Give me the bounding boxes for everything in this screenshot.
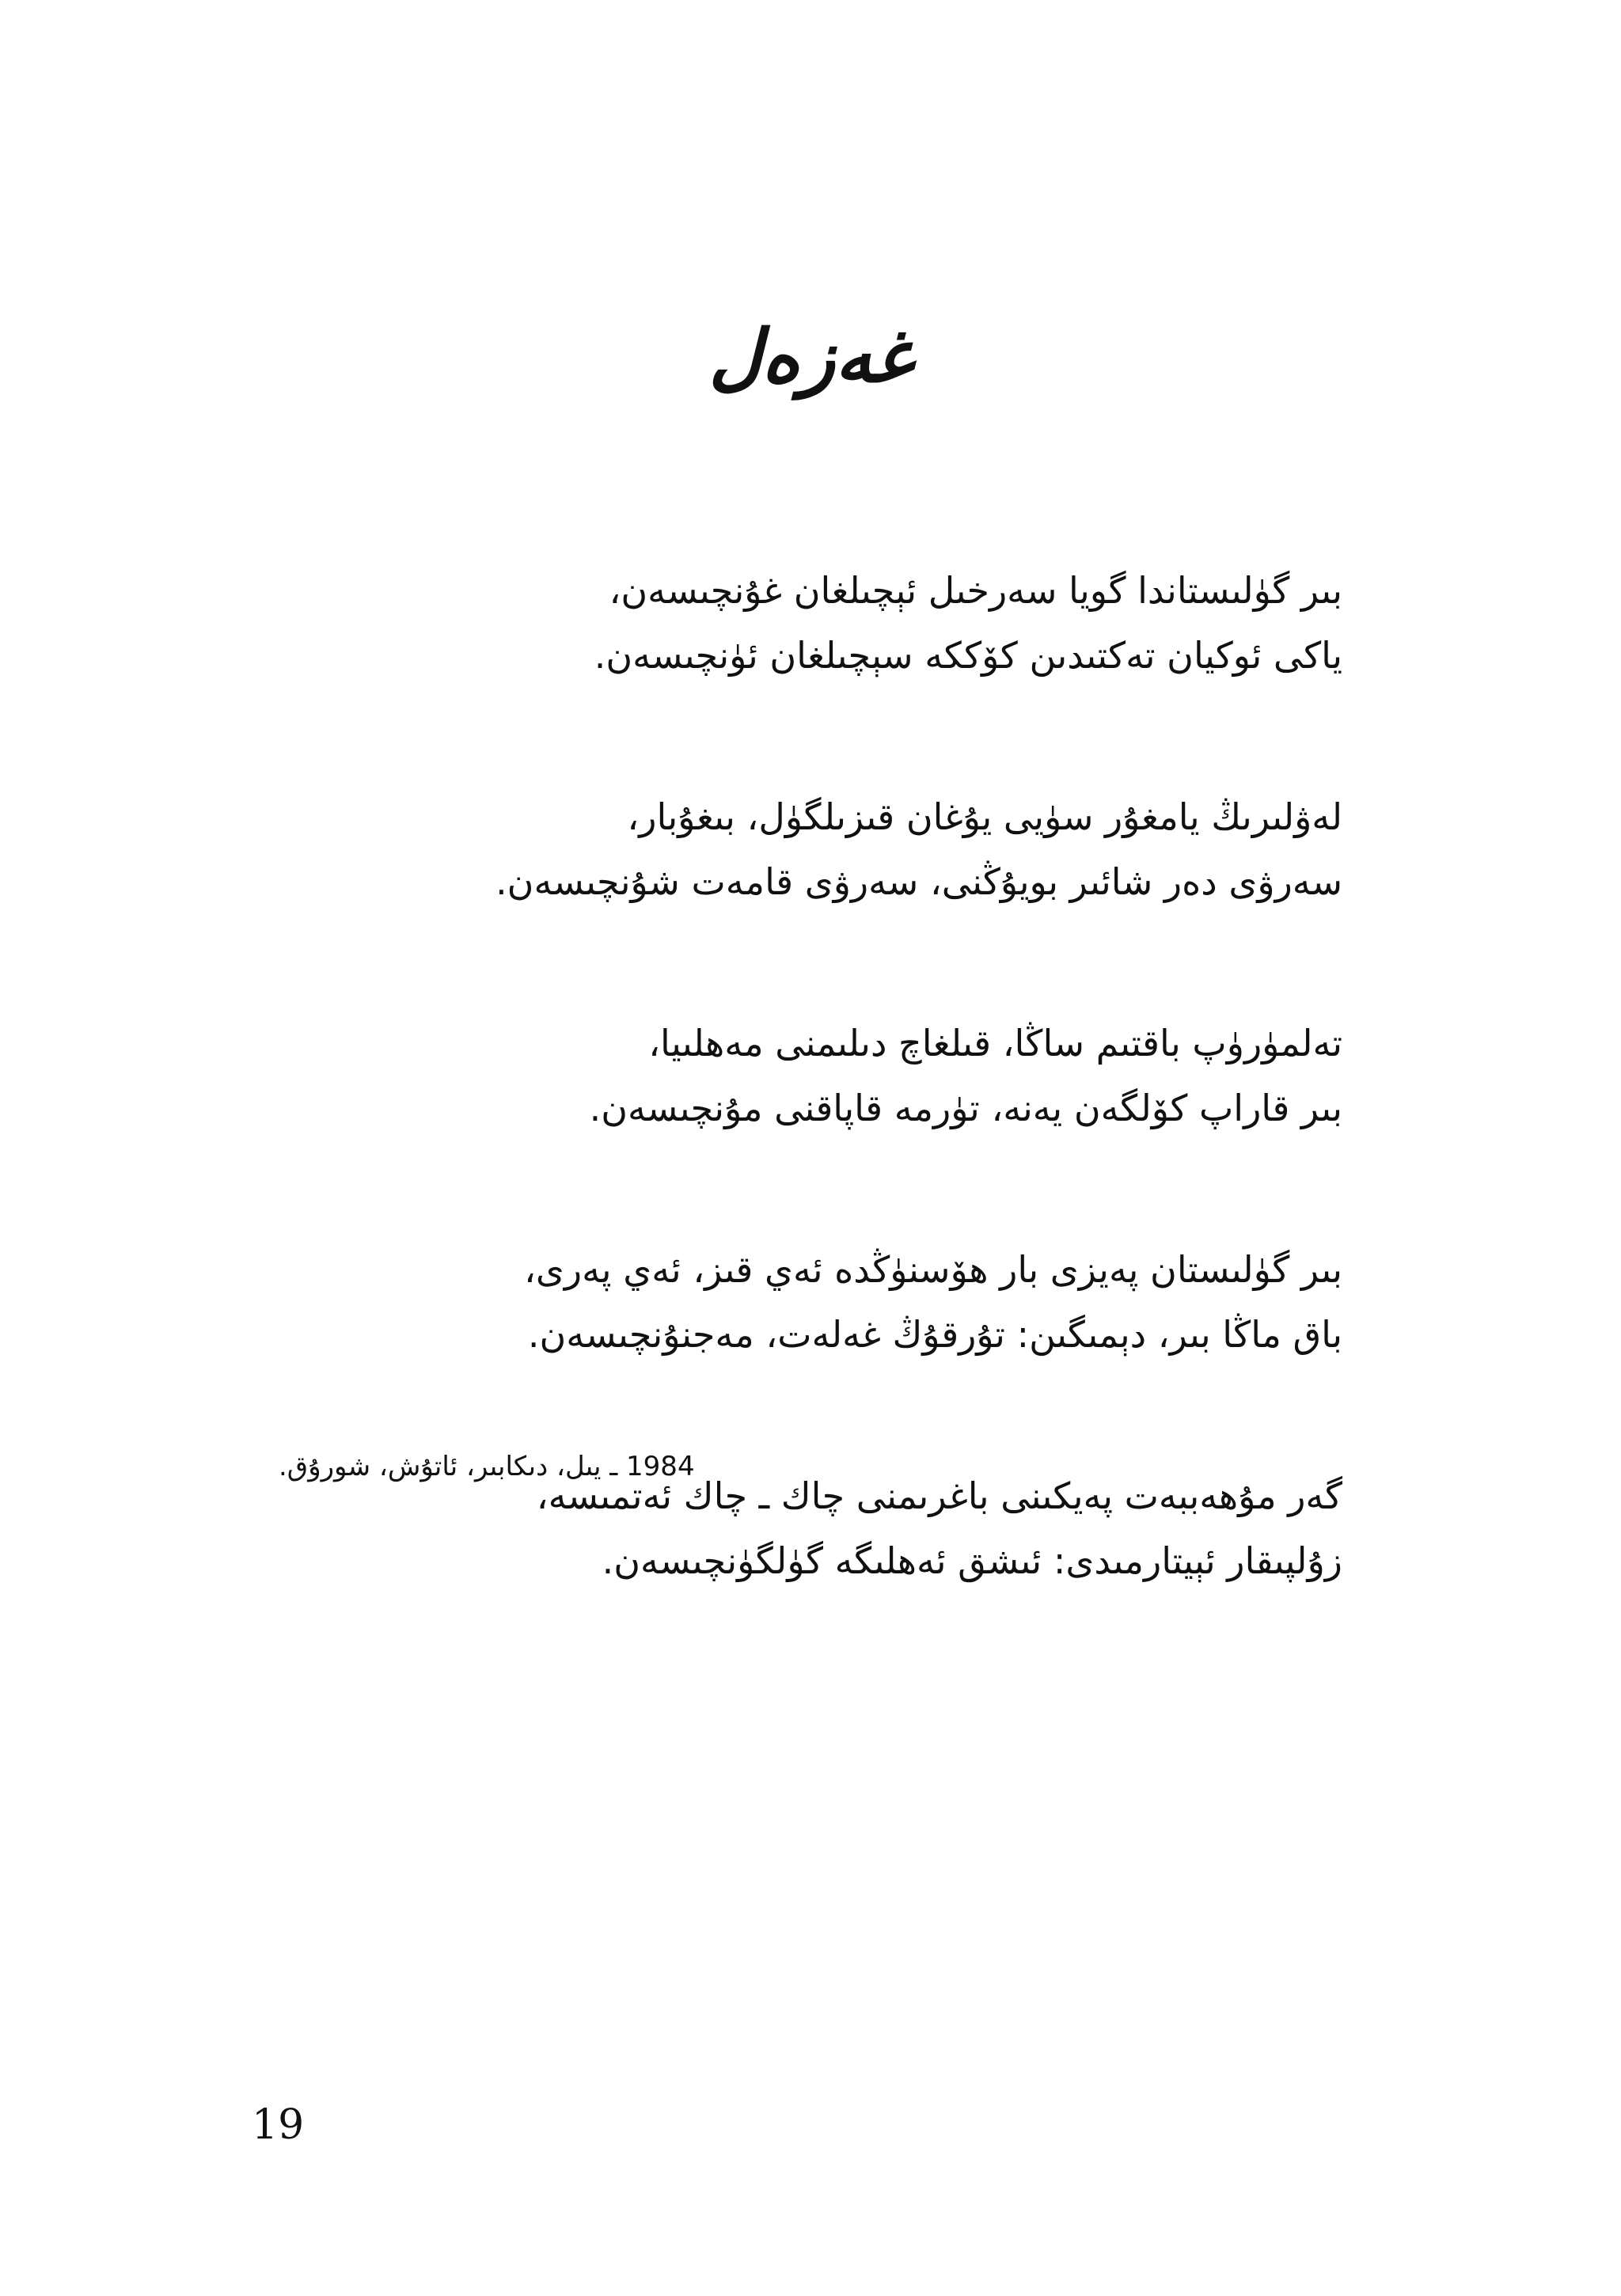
stanza bbox=[393, 1237, 1342, 1367]
stanza bbox=[393, 784, 1342, 914]
poem-line: لەۋلىرىڭ يامغۇر سۈيى يۇغان قىزىلگۈل، بىغۇبار، bbox=[627, 795, 1342, 838]
poem-line: بىر گۈلىستاندا گويا سەرخىل ئېچىلغان غۇنچىسەن، bbox=[609, 569, 1342, 612]
poem-dateline: 1984 ـ يىل، دىكابىر، ئاتۇش، شورۇق. bbox=[279, 1451, 695, 1482]
poem-line: باق ماڭا بىر، دېمىگىن: تۇرقۇڭ غەلەت، مەجنۇنچىسەن. bbox=[527, 1313, 1342, 1356]
poem-line: گەر مۇھەببەت پەيكىنى باغرىمنى چاك ـ چاك ئەتمىسە، bbox=[536, 1474, 1342, 1517]
poem-line: سەرۋى دەر شائىر بويۇڭنى، سەرۋى قامەت شۇنچىسەن. bbox=[495, 860, 1342, 903]
stanza bbox=[393, 558, 1342, 688]
poem-line: تەلمۈرۈپ باقتىم ساڭا، قىلغاچ دىلىمنى مەھلىيا، bbox=[648, 1022, 1342, 1065]
poem-line: زۇلپىقار ئېيتارمىدى: ئىشق ئەھلىگە گۈلگۈنچىسەن. bbox=[602, 1539, 1342, 1582]
poem-body bbox=[393, 558, 1342, 1593]
poem-line: بىر قاراپ كۆلگەن يەنە، تۈرمە قاپاقنى مۇنچىسەن. bbox=[589, 1087, 1342, 1129]
poem-line: ياكى ئوكيان تەكتىدىن كۆككە سېچىلغان ئۈنچىسەن. bbox=[594, 634, 1342, 677]
page-number: 19 bbox=[252, 2101, 305, 2149]
stanza bbox=[393, 1011, 1342, 1140]
poem-title: غەزەل bbox=[708, 313, 913, 399]
poem-line: بىر گۈلىستان پەيزى بار ھۆسنۈڭدە ئەي قىز، ئەي پەرى، bbox=[524, 1248, 1342, 1291]
